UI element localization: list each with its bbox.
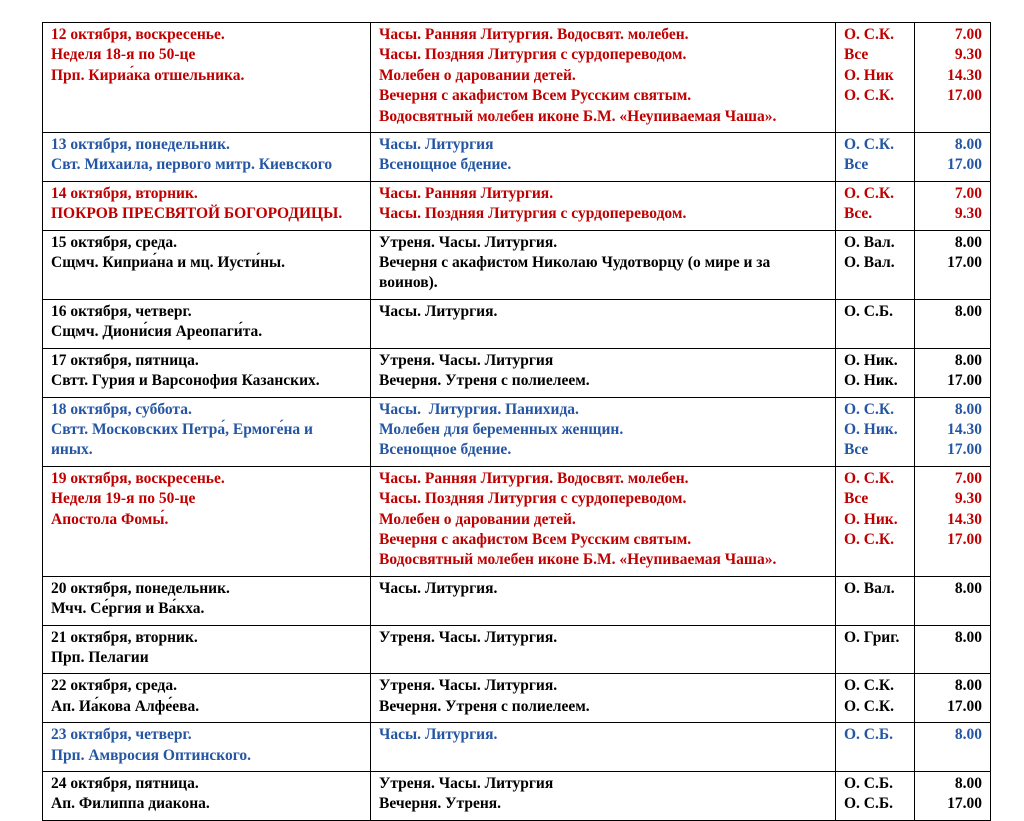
date-feast-line: ПОКРОВ ПРЕСВЯТОЙ БОГОРОДИЦЫ. <box>51 205 343 223</box>
clergy-line: Все <box>844 156 869 174</box>
service-line: Часы. Ранняя Литургия. <box>379 184 554 202</box>
service-line: Вечерня с акафистом Всем Русским святым. <box>379 87 692 105</box>
clergy-cell <box>836 466 915 576</box>
clergy-line: О. С.Б. <box>844 302 893 320</box>
table-row <box>43 299 991 348</box>
service-line: Водосвятный молебен иконе Б.М. «Неупиваемая Чаша». <box>379 107 777 125</box>
clergy-line: О. С.Б. <box>844 775 893 792</box>
time-line: 8.00 <box>954 351 982 369</box>
service-line: Часы. Поздняя Литургия с сурдопереводом. <box>379 490 687 508</box>
service-line: Утреня. Часы. Литургия. <box>379 233 558 251</box>
time-line: 8.00 <box>954 775 982 792</box>
clergy-line: О. Ник. <box>844 420 898 438</box>
time-line: 17.00 <box>947 87 982 105</box>
time-line: 7.00 <box>954 26 982 43</box>
clergy-line: О. С.К. <box>844 87 894 105</box>
service-line: Всенощное бдение. <box>379 156 512 174</box>
date-feast-cell <box>43 230 371 299</box>
clergy-line: О. Вал. <box>844 579 895 597</box>
date-feast-line: Апостола Фомы́. <box>51 510 169 528</box>
clergy-line: О. Ник <box>844 66 894 84</box>
clergy-line: О. С.К. <box>844 400 894 418</box>
service-line: Молебен для беременных женщин. <box>379 420 624 438</box>
time-cell <box>915 397 991 466</box>
service-line: Вечерня с акафистом Всем Русским святым. <box>379 530 692 548</box>
clergy-cell <box>836 23 915 133</box>
clergy-line: О. С.К. <box>844 26 894 43</box>
clergy-line: Все <box>844 46 869 64</box>
time-cell <box>915 348 991 397</box>
time-line: 14.30 <box>947 420 982 438</box>
service-line: Утреня. Часы. Литургия. <box>379 628 558 646</box>
service-line: Часы. Литургия. <box>379 579 498 597</box>
services-cell <box>371 397 836 466</box>
service-line: Водосвятный молебен иконе Б.М. «Неупиваемая Чаша». <box>379 551 777 569</box>
table-row <box>43 348 991 397</box>
clergy-line: О. Вал. <box>844 254 895 272</box>
date-feast-line: 22 октября, среда. <box>51 677 177 695</box>
clergy-cell <box>836 181 915 230</box>
services-cell <box>371 723 836 772</box>
clergy-line: О. Ник. <box>844 510 898 528</box>
clergy-line: О. С.Б. <box>844 726 893 744</box>
table-row <box>43 397 991 466</box>
service-line: Утреня. Часы. Литургия <box>379 351 554 369</box>
date-feast-cell <box>43 397 371 466</box>
time-line: 8.00 <box>954 628 982 646</box>
services-cell <box>371 674 836 723</box>
time-cell <box>915 299 991 348</box>
clergy-line: О. С.К. <box>844 530 894 548</box>
date-feast-line: Ап. Филиппа диакона. <box>51 795 210 813</box>
date-feast-cell <box>43 723 371 772</box>
clergy-cell <box>836 674 915 723</box>
date-feast-line: Прп. Пелагии <box>51 648 149 666</box>
date-feast-line: Свтт. Московских Петра́, Ермоге́на и <box>51 420 313 438</box>
date-feast-cell <box>43 772 371 821</box>
date-feast-line: Свт. Михаила, первого митр. Киевского <box>51 156 333 174</box>
date-feast-line: Ап. Иа́кова Алфе́ева. <box>51 697 200 715</box>
clergy-cell <box>836 230 915 299</box>
time-line: 8.00 <box>954 726 982 744</box>
date-feast-cell <box>43 348 371 397</box>
clergy-line: О. С.К. <box>844 136 894 154</box>
service-line: Часы. Литургия. <box>379 726 498 744</box>
date-feast-line: 18 октября, суббота. <box>51 400 192 418</box>
service-line: Часы. Литургия <box>379 136 494 154</box>
service-line: Вечерня. Утреня. <box>379 795 502 813</box>
clergy-line: О. Ник. <box>844 372 898 390</box>
clergy-line: О. С.К. <box>844 469 894 487</box>
date-feast-line: 14 октября, вторник. <box>51 184 198 202</box>
date-feast-line: 17 октября, пятница. <box>51 351 199 369</box>
date-feast-line: 20 октября, понедельник. <box>51 579 230 597</box>
service-line: Часы. Ранняя Литургия. Водосвят. молебен. <box>379 26 689 43</box>
date-feast-line: 12 октября, воскресенье. <box>51 26 225 43</box>
time-line: 8.00 <box>954 400 982 418</box>
table-row <box>43 133 991 182</box>
clergy-line: Все <box>844 490 869 508</box>
table-row <box>43 625 991 674</box>
date-feast-cell <box>43 674 371 723</box>
clergy-line: Все. <box>844 205 873 223</box>
date-feast-line: Сщмч. Киприа́на и мц. Иусти́ны. <box>51 254 285 272</box>
time-line: 8.00 <box>954 233 982 251</box>
date-feast-line: 23 октября, четверг. <box>51 726 192 744</box>
service-line: Часы. Литургия. Панихида. <box>379 400 579 418</box>
date-feast-cell <box>43 625 371 674</box>
date-feast-line: Сщмч. Диони́сия Ареопаги́та. <box>51 323 263 341</box>
date-feast-line: Прп. Кириа́ка отшельника. <box>51 66 245 84</box>
date-feast-line: Свтт. Гурия и Варсонофия Казанских. <box>51 372 320 390</box>
table-row <box>43 674 991 723</box>
table-row <box>43 466 991 576</box>
clergy-line: О. Вал. <box>844 233 895 251</box>
time-line: 8.00 <box>954 677 982 695</box>
table-row <box>43 230 991 299</box>
date-feast-line: 24 октября, пятница. <box>51 775 199 792</box>
date-feast-cell <box>43 466 371 576</box>
date-feast-cell <box>43 23 371 133</box>
clergy-line: О. Ник. <box>844 351 898 369</box>
service-line: Вечерня с акафистом Николаю Чудотворцу (о мире и за <box>379 254 771 272</box>
clergy-line: О. С.К. <box>844 184 894 202</box>
date-feast-cell <box>43 181 371 230</box>
time-line: 17.00 <box>947 530 982 548</box>
services-cell <box>371 299 836 348</box>
time-cell <box>915 723 991 772</box>
table-row <box>43 576 991 625</box>
service-line: Часы. Литургия. <box>379 302 498 320</box>
time-line: 17.00 <box>947 156 982 174</box>
time-line: 17.00 <box>947 697 982 715</box>
time-line: 8.00 <box>954 302 982 320</box>
time-line: 9.30 <box>954 205 982 223</box>
schedule-body <box>43 23 991 821</box>
time-cell <box>915 133 991 182</box>
services-cell <box>371 466 836 576</box>
time-cell <box>915 772 991 821</box>
table-row <box>43 772 991 821</box>
clergy-cell <box>836 397 915 466</box>
time-cell <box>915 625 991 674</box>
table-row <box>43 181 991 230</box>
time-line: 17.00 <box>947 254 982 272</box>
date-feast-line: 15 октября, среда. <box>51 233 177 251</box>
date-feast-line: 19 октября, воскресенье. <box>51 469 225 487</box>
date-feast-line: Прп. Амвросия Оптинского. <box>51 746 252 764</box>
time-line: 9.30 <box>954 46 982 64</box>
date-feast-cell <box>43 133 371 182</box>
time-cell <box>915 23 991 133</box>
date-feast-cell <box>43 299 371 348</box>
time-line: 17.00 <box>947 372 982 390</box>
service-line: воинов). <box>379 274 438 292</box>
date-feast-line: 16 октября, четверг. <box>51 302 192 320</box>
services-cell <box>371 625 836 674</box>
time-cell <box>915 181 991 230</box>
clergy-cell <box>836 772 915 821</box>
services-cell <box>371 23 836 133</box>
service-line: Часы. Ранняя Литургия. Водосвят. молебен. <box>379 469 689 487</box>
time-line: 8.00 <box>954 579 982 597</box>
date-feast-line: 21 октября, вторник. <box>51 628 198 646</box>
services-cell <box>371 230 836 299</box>
time-line: 14.30 <box>947 510 982 528</box>
time-line: 7.00 <box>954 184 982 202</box>
table-row <box>43 23 991 133</box>
time-line: 17.00 <box>947 795 982 813</box>
services-cell <box>371 348 836 397</box>
table-row <box>43 723 991 772</box>
date-feast-line: Мчч. Се́ргия и Ва́кха. <box>51 600 205 618</box>
services-cell <box>371 181 836 230</box>
date-feast-line: Неделя 19-я по 50-це <box>51 490 196 508</box>
service-line: Утреня. Часы. Литургия. <box>379 677 558 695</box>
service-line: Молебен о даровании детей. <box>379 66 576 84</box>
service-line: Вечерня. Утреня с полиелеем. <box>379 697 590 715</box>
date-feast-line: иных. <box>51 441 93 459</box>
time-line: 14.30 <box>947 66 982 84</box>
service-line: Утреня. Часы. Литургия <box>379 775 554 792</box>
date-feast-line: Неделя 18-я по 50-це <box>51 46 196 64</box>
time-line: 7.00 <box>954 469 982 487</box>
time-line: 9.30 <box>954 490 982 508</box>
clergy-cell <box>836 576 915 625</box>
services-cell <box>371 576 836 625</box>
date-feast-line: 13 октября, понедельник. <box>51 136 230 154</box>
clergy-cell <box>836 723 915 772</box>
services-cell <box>371 772 836 821</box>
service-line: Часы. Поздняя Литургия с сурдопереводом. <box>379 46 687 64</box>
service-line: Часы. Поздняя Литургия с сурдопереводом. <box>379 205 687 223</box>
time-cell <box>915 576 991 625</box>
services-cell <box>371 133 836 182</box>
time-line: 17.00 <box>947 441 982 459</box>
clergy-cell <box>836 299 915 348</box>
service-line: Молебен о даровании детей. <box>379 510 576 528</box>
clergy-cell <box>836 348 915 397</box>
clergy-line: О. Григ. <box>844 628 900 646</box>
clergy-line: О. С.Б. <box>844 795 893 813</box>
clergy-cell <box>836 625 915 674</box>
time-cell <box>915 674 991 723</box>
service-line: Всенощное бдение. <box>379 441 512 459</box>
date-feast-cell <box>43 576 371 625</box>
time-line: 8.00 <box>954 136 982 154</box>
clergy-cell <box>836 133 915 182</box>
service-schedule-table <box>42 22 991 821</box>
service-line: Вечерня. Утреня с полиелеем. <box>379 372 590 390</box>
clergy-line: О. С.К. <box>844 697 894 715</box>
clergy-line: О. С.К. <box>844 677 894 695</box>
clergy-line: Все <box>844 441 869 459</box>
time-cell <box>915 230 991 299</box>
time-cell <box>915 466 991 576</box>
